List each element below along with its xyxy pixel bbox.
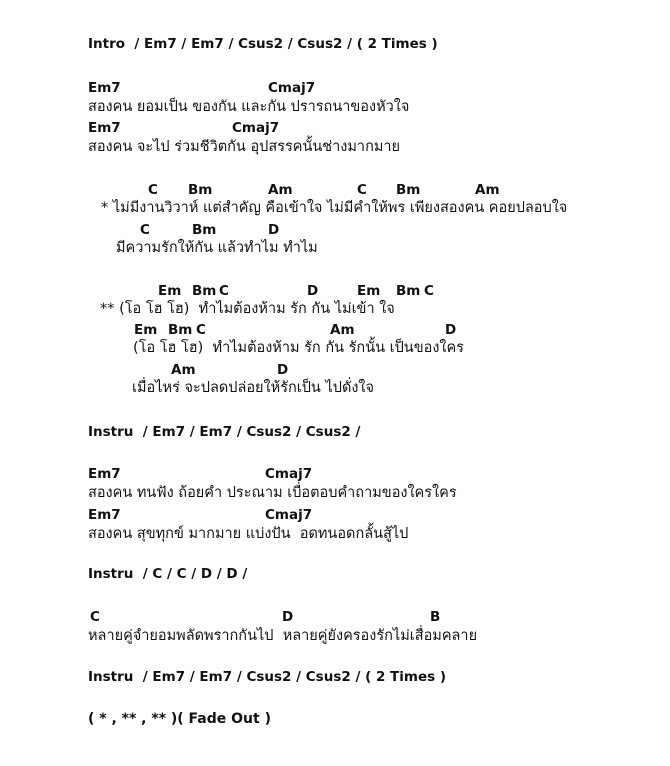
chorus2-line1-lyric: ** (โอ โฮ โฮ) ทำไมต้องห้าม รัก กัน ไม่เข้า ใจ bbox=[100, 301, 395, 317]
chorus1-line1-chords bbox=[0, 182, 670, 198]
verse1-line1-chords bbox=[0, 80, 670, 96]
chord-token: D bbox=[307, 283, 319, 299]
section-ending: ( * , ** , ** )( Fade Out ) bbox=[88, 711, 271, 727]
chord-token: Bm bbox=[192, 283, 217, 299]
chord-token: Bm bbox=[188, 182, 213, 198]
chord-token: Am bbox=[268, 182, 293, 198]
chorus1-line2-lyric: มีความรักให้กัน แล้วทำไม ทำไม bbox=[116, 240, 318, 256]
verse1-line1-lyric: สองคน ยอมเป็น ของกัน และกัน ปรารถนาของหัวใจ bbox=[88, 99, 410, 115]
verse3-line1-chords bbox=[0, 609, 670, 625]
chord-token: Em bbox=[357, 283, 381, 299]
verse2-line2-chords bbox=[0, 507, 670, 523]
chord-token: D bbox=[277, 362, 289, 378]
section-instru-3: Instru / Em7 / Em7 / Csus2 / Csus2 / ( 2 Times ) bbox=[88, 669, 447, 685]
section-intro: Intro / Em7 / Em7 / Csus2 / Csus2 / ( 2 Times ) bbox=[88, 36, 438, 52]
chord-token: Am bbox=[475, 182, 500, 198]
chord-token: D bbox=[268, 222, 280, 238]
chord-token: Em bbox=[134, 322, 158, 338]
chord-token: Am bbox=[171, 362, 196, 378]
chord-token: Cmaj7 bbox=[232, 120, 280, 136]
chord-token: C bbox=[196, 322, 206, 338]
section-instru-1: Instru / Em7 / Em7 / Csus2 / Csus2 / bbox=[88, 424, 361, 440]
verse3-line1-lyric: หลายคู่จำยอมพลัดพรากกันไป หลายคู่ยังครองรักไม่เสื่อมคลาย bbox=[88, 628, 478, 644]
chord-token: Em7 bbox=[88, 80, 121, 96]
verse2-line1-chords bbox=[0, 466, 670, 482]
chord-token: Am bbox=[330, 322, 355, 338]
verse2-line1-lyric: สองคน ทนฟัง ถ้อยคำ ประณาม เบื่อตอบคำถามของใครใคร bbox=[88, 485, 457, 501]
chorus2-line3-lyric: เมื่อไหร่ จะปลดปล่อยให้รักเป็น ไปดั่งใจ bbox=[132, 380, 375, 396]
chord-token: C bbox=[148, 182, 158, 198]
chord-token: Bm bbox=[396, 283, 421, 299]
chord-token: Cmaj7 bbox=[265, 466, 313, 482]
chord-token: C bbox=[219, 283, 229, 299]
verse2-line2-lyric: สองคน สุขทุกข์ มากมาย แบ่งปัน อดทนอดกลั้นสู้ไป bbox=[88, 526, 409, 542]
chorus2-line1-chords bbox=[0, 283, 670, 299]
chord-token: D bbox=[282, 609, 294, 625]
chord-token: Em7 bbox=[88, 120, 121, 136]
chorus1-line2-chords bbox=[0, 222, 670, 238]
verse1-line2-lyric: สองคน จะไป ร่วมชีวิตกัน อุปสรรคนั้นช่างมากมาย bbox=[88, 139, 401, 155]
verse1-line2-chords bbox=[0, 120, 670, 136]
chord-token: Bm bbox=[192, 222, 217, 238]
chorus2-line3-chords bbox=[0, 362, 670, 378]
chord-token: Em7 bbox=[88, 507, 121, 523]
chord-token: C bbox=[140, 222, 150, 238]
chord-token: C bbox=[357, 182, 367, 198]
chord-token: Cmaj7 bbox=[265, 507, 313, 523]
chord-token: B bbox=[430, 609, 441, 625]
chord-token: C bbox=[424, 283, 434, 299]
section-instru-2: Instru / C / C / D / D / bbox=[88, 566, 248, 582]
chord-token: Bm bbox=[168, 322, 193, 338]
chord-token: C bbox=[90, 609, 100, 625]
chorus2-line2-lyric: (โอ โฮ โฮ) ทำไมต้องห้าม รัก กัน รักนั้น เป็นของใคร bbox=[133, 340, 464, 356]
chorus2-line2-chords bbox=[0, 322, 670, 338]
chord-token: Em7 bbox=[88, 466, 121, 482]
chord-token: Bm bbox=[396, 182, 421, 198]
chorus1-line1-lyric: * ไม่มีงานวิวาห์ แต่สำคัญ คือเข้าใจ ไม่มีคำให้พร เพียงสองคน คอยปลอบใจ bbox=[101, 200, 568, 216]
chord-token: Cmaj7 bbox=[268, 80, 316, 96]
chord-token: Em bbox=[158, 283, 182, 299]
chord-token: D bbox=[445, 322, 457, 338]
